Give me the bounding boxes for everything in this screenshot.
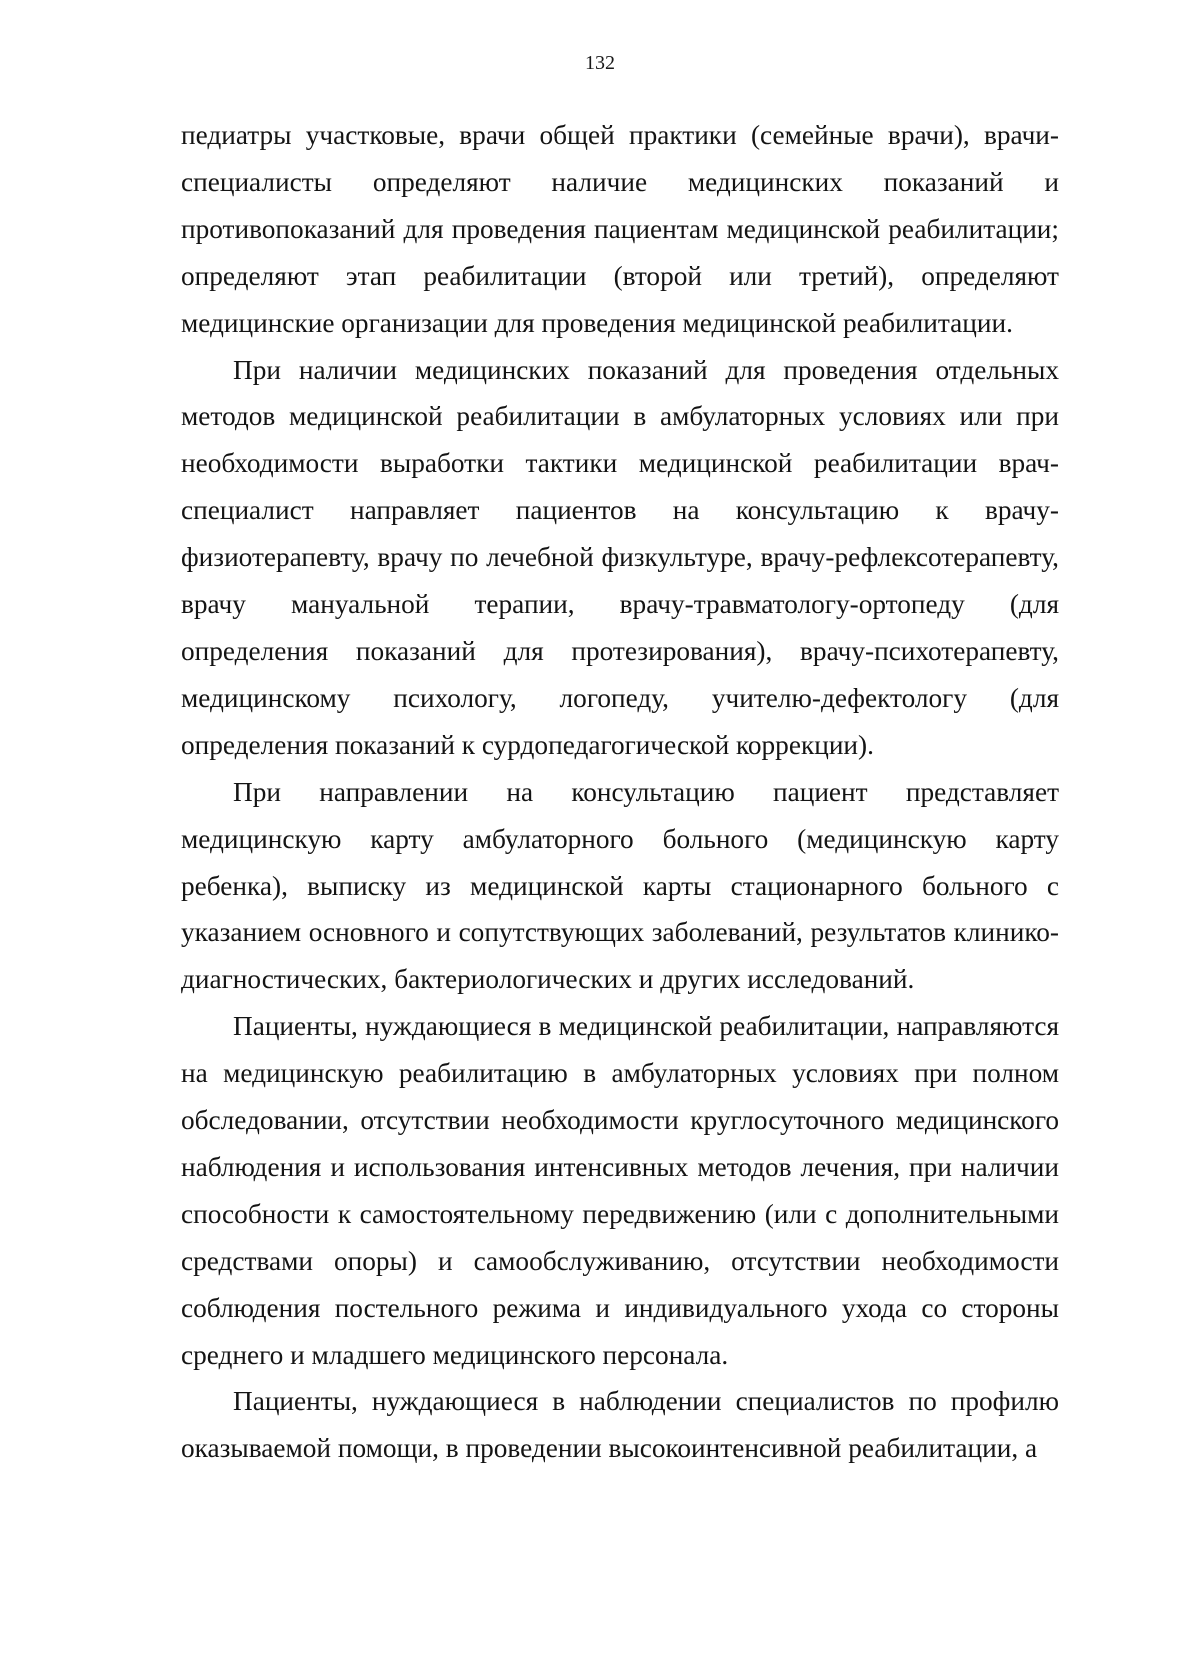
paragraph-consultation-documents: При направлении на консультацию пациент представляет медицинскую карту амбулаторного больного (медицинскую карту ребенка), выписку из медицинской карты стационарного больного с указанием основного и сопутствующих заболеваний, результатов клинико-диагностических, бактериологических и других исследований. [181, 776, 1059, 995]
paragraph-referral-indications: При наличии медицинских показаний для проведения отдельных методов медицинской реабилитации в амбулаторных условиях или при необходимости выработки тактики медицинской реабилитации врач-специалист направляет пациентов на консультацию к врачу-физиотерапевту, врачу по лечебной физкультуре, врачу-рефлексотерапевту, врачу мануальной терапии, врачу-травматологу-ортопеду (для определения показаний для протезирования), врачу-психотерапевту, медицинскому психологу, логопеду, учителю-дефектологу (для определения показаний к сурдопедагогической коррекции). [181, 354, 1059, 760]
paragraph-outpatient-criteria: Пациенты, нуждающиеся в медицинской реабилитации, направляются на медицинскую реабилитацию в амбулаторных условиях при полном обследовании, отсутствии необходимости круглосуточного медицинского наблюдения и использования интенсивных методов лечения, при наличии способности к самостоятельному передвижению (или с дополнительными средствами опоры) и самообслуживанию, отсутствии необходимости соблюдения постельного режима и индивидуального ухода со стороны среднего и младшего медицинского персонала. [181, 1011, 1059, 1370]
paragraph-continuation: педиатры участковые, врачи общей практики (семейные врачи), врачи-специалисты определяют наличие медицинских показаний и противопоказаний для проведения пациентам медицинской реабилитации; определяют этап реабилитации (второй или третий), определяют медицинские организации для проведения медицинской реабилитации. [181, 120, 1059, 338]
paragraph-specialist-observation: Пациенты, нуждающиеся в наблюдении специалистов по профилю оказываемой помощи, в проведении высокоинтенсивной реабилитации, а [181, 1386, 1059, 1464]
document-body [181, 112, 1059, 1472]
page-number: 132 [585, 52, 615, 74]
